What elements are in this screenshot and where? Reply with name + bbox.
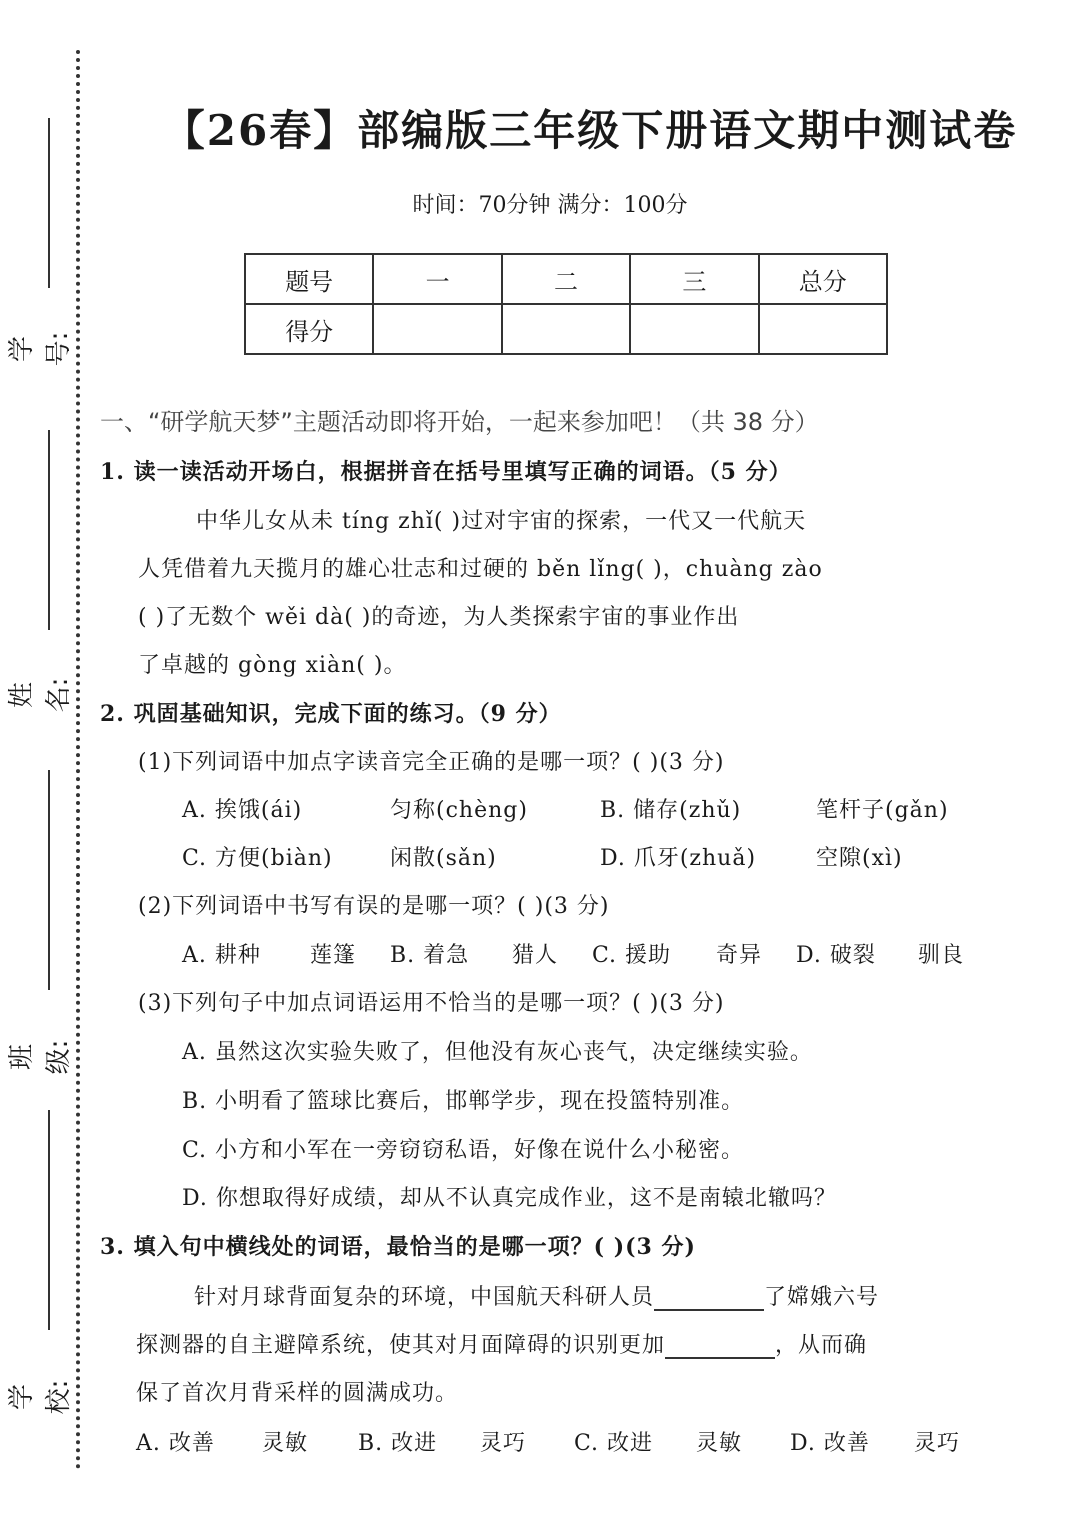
sentence-option: B. 小明看了篮球比赛后，邯郸学步，现在投篮特别准。: [182, 1089, 745, 1114]
option-word: C. 援助: [592, 943, 672, 968]
score-cell[interactable]: [502, 304, 630, 354]
option-a1: A. 挨饿(ái): [182, 798, 303, 823]
header-cell: 二: [502, 254, 630, 304]
sentence-option: C. 小方和小军在一旁窃窃私语，好像在说什么小秘密。: [182, 1138, 745, 1163]
fill-blank[interactable]: [654, 1283, 764, 1311]
score-header-row: [245, 254, 887, 304]
header-cell: 一: [373, 254, 501, 304]
question-2-sub3: (3)下列句子中加点词语运用不恰当的是哪一项？( )(3 分): [138, 991, 725, 1016]
header-cell: 三: [630, 254, 758, 304]
option-word: 灵巧: [480, 1431, 527, 1456]
option-d1: D. 爪牙(zhuǎ): [600, 846, 757, 871]
exam-info: 时间：70分钟 满分：100分: [412, 193, 688, 218]
option-word: A. 改善: [136, 1431, 215, 1456]
q3-text: 针对月球背面复杂的环境，中国航天科研人员: [194, 1285, 655, 1310]
question-1-stem: 1. 读一读活动开场白，根据拼音在括号里填写正确的词语。（5 分）: [100, 459, 792, 485]
question-2-stem: 2. 巩固基础知识，完成下面的练习。（9 分）: [100, 701, 562, 727]
option-word: 灵敏: [696, 1431, 743, 1456]
question-1-text-line: 中华儿女从未 tíng zhǐ( )过对宇宙的探索，一代又一代航天: [196, 509, 807, 534]
name-label: 姓名:: [7, 677, 74, 713]
q3-text: 了嫦娥六号: [764, 1285, 880, 1310]
option-word: C. 改进: [574, 1431, 654, 1456]
question-3-line: 保了首次月背采样的圆满成功。: [136, 1381, 459, 1406]
option-word: 奇异: [716, 943, 763, 968]
school-label: 学校:: [7, 1379, 74, 1415]
option-word: 猎人: [512, 943, 559, 968]
school-line: [48, 1110, 50, 1330]
fill-blank[interactable]: [665, 1331, 775, 1359]
option-a2: 匀称(chèng): [390, 798, 528, 823]
question-1-text-line: 了卓越的 gòng xiàn( )。: [138, 653, 407, 678]
q3-text: 探测器的自主避障系统，使其对月面障碍的识别更加: [136, 1333, 666, 1358]
option-c2: 闲散(sǎn): [390, 846, 497, 871]
option-word: A. 耕种: [182, 943, 261, 968]
name-line: [48, 430, 50, 630]
sentence-option: A. 虽然这次实验失败了，但他没有灰心丧气，决定继续实验。: [182, 1040, 813, 1065]
q3-text: ，从而确: [775, 1333, 868, 1358]
option-word: D. 破裂: [796, 943, 876, 968]
option-word: 灵敏: [262, 1431, 309, 1456]
header-cell: 题号: [245, 254, 373, 304]
student-id-line: [48, 118, 50, 288]
question-3-line: [136, 1328, 867, 1359]
sentence-option: D. 你想取得好成绩，却从不认真完成作业，这不是南辕北辙吗？: [182, 1186, 837, 1211]
question-1-text-line: 人凭借着九天揽月的雄心壮志和过硬的 běn lǐng( )，chuàng zào: [138, 557, 823, 582]
question-2-sub1: (1)下列词语中加点字读音完全正确的是哪一项？( )(3 分): [138, 750, 725, 775]
option-word: D. 改善: [790, 1431, 870, 1456]
header-cell: 总分: [759, 254, 887, 304]
score-table: [244, 253, 888, 355]
class-label: 班级:: [7, 1039, 74, 1075]
question-1-text-line: ( )了无数个 wěi dà( )的奇迹，为人类探索宇宙的事业作出: [138, 605, 740, 630]
option-word: 莲篷: [310, 943, 357, 968]
cut-line: [76, 50, 80, 1470]
section-heading: 一、“研学航天梦”主题活动即将开始，一起来参加吧！（共 38 分）: [100, 408, 819, 436]
score-cell[interactable]: [373, 304, 501, 354]
score-row: [245, 304, 887, 354]
option-word: B. 改进: [358, 1431, 438, 1456]
page-title: 【26春】部编版三年级下册语文期中测试卷: [162, 106, 1018, 155]
option-word: 灵巧: [914, 1431, 961, 1456]
option-b2: 笔杆子(gǎn): [816, 798, 949, 823]
score-cell[interactable]: [630, 304, 758, 354]
question-2-sub2: (2)下列词语中书写有误的是哪一项？( )(3 分): [138, 894, 610, 919]
question-3-stem: 3. 填入句中横线处的词语，最恰当的是哪一项？( )(3 分): [100, 1234, 696, 1260]
score-row-label: 得分: [245, 304, 373, 354]
question-3-line: [194, 1280, 879, 1311]
binding-margin: [0, 0, 95, 1528]
student-id-label: 学号:: [7, 331, 74, 367]
option-word: B. 着急: [390, 943, 470, 968]
option-word: 驯良: [918, 943, 965, 968]
option-b1: B. 储存(zhǔ): [600, 798, 742, 823]
class-line: [48, 770, 50, 990]
option-c1: C. 方便(biàn): [182, 846, 333, 871]
option-d2: 空隙(xì): [816, 846, 903, 871]
score-cell[interactable]: [759, 304, 887, 354]
